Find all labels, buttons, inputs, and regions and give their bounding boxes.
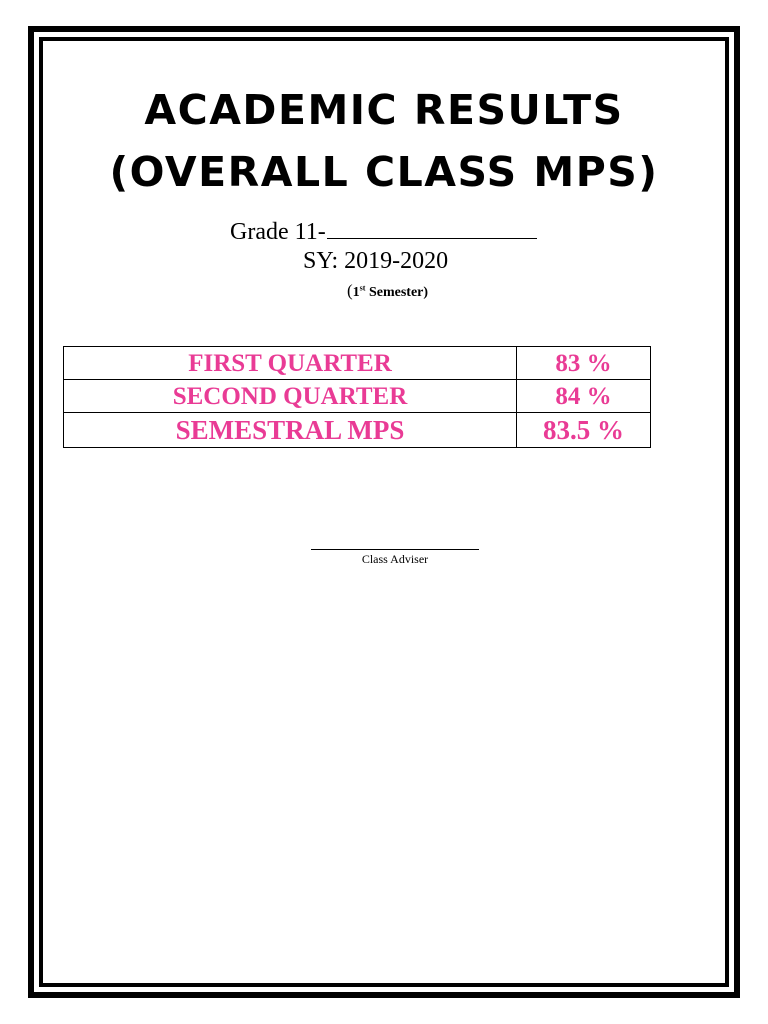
result-value: 83.5 % — [517, 413, 651, 448]
grade-line — [230, 216, 537, 246]
school-year: SY: 2019-2020 — [303, 248, 449, 274]
result-label: SECOND QUARTER — [64, 380, 517, 413]
signature-line — [311, 549, 479, 550]
semester-open-paren: ( — [347, 281, 353, 300]
signature-label: Class Adviser — [361, 552, 429, 566]
grade-label: Grade 11- — [230, 219, 326, 245]
table-row — [64, 380, 651, 413]
document-title: ACADEMIC RESULTS — [144, 86, 624, 134]
results-table — [63, 346, 651, 448]
semester-ordinal-suffix: st — [359, 283, 366, 293]
result-label: FIRST QUARTER — [64, 347, 517, 380]
semester-label — [347, 281, 428, 301]
result-label: SEMESTRAL MPS — [64, 413, 517, 448]
table-row — [64, 347, 651, 380]
grade-section-blank — [327, 216, 537, 239]
table-row — [64, 413, 651, 448]
semester-number: 1 — [352, 285, 360, 300]
semester-text: Semester) — [365, 285, 429, 300]
result-value: 83 % — [517, 347, 651, 380]
result-value: 84 % — [517, 380, 651, 413]
document-subtitle: (OVERALL CLASS MPS) — [109, 148, 659, 196]
